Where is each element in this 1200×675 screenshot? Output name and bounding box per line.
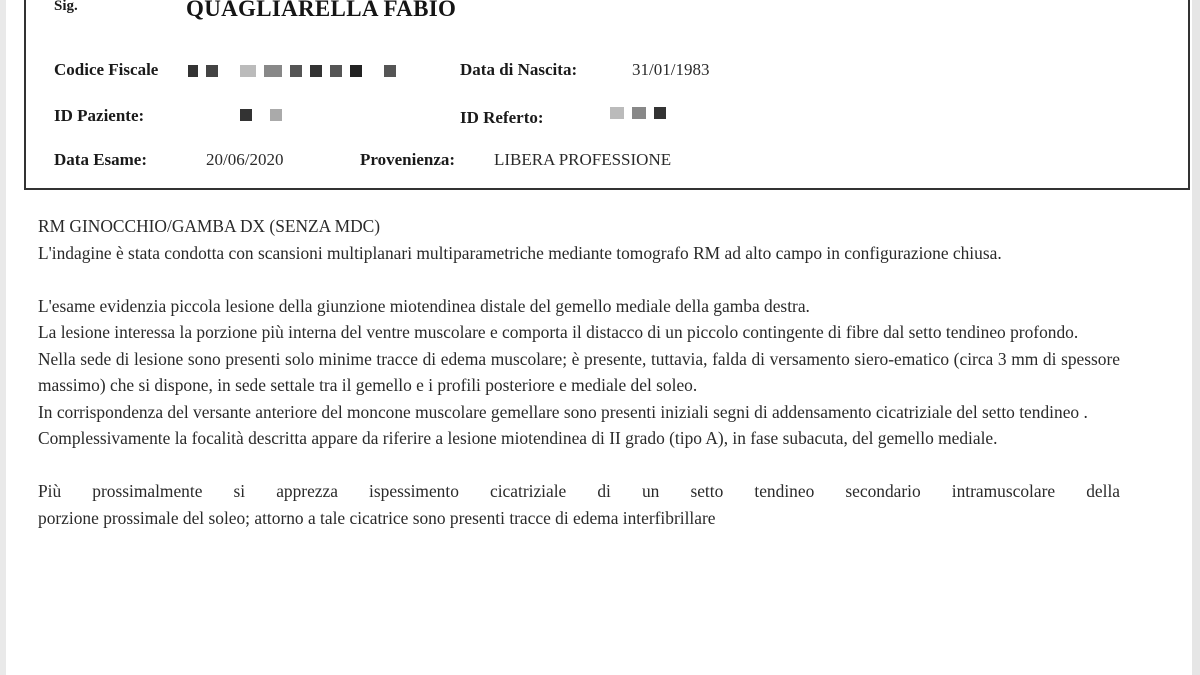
report-title: RM GINOCCHIO/GAMBA DX (SENZA MDC) bbox=[38, 216, 381, 236]
report-paragraph: La lesione interessa la porzione più interna del ventre muscolare e comporta il distacco di un piccolo contingente di fibre dal setto tendineo profondo. bbox=[38, 322, 1079, 342]
data-nascita-label: Data di Nascita: bbox=[460, 60, 578, 79]
report-paragraph: L'esame evidenzia piccola lesione della giunzione miotendinea distale del gemello mediale della gamba destra. bbox=[38, 295, 810, 316]
salutation: Sig. bbox=[54, 0, 78, 14]
report-paragraph: In corrispondenza del versante anteriore del moncone muscolare gemellare sono presenti iniziali segni di addensamento cicatriziale del setto tendineo . bbox=[38, 401, 1088, 422]
page-edge-left bbox=[0, 0, 6, 675]
report-final-line-1: Più prossimalmente si apprezza ispessimento cicatriziale di un setto tendineo secondario intramuscolare della bbox=[38, 481, 1120, 501]
page-edge-right bbox=[1192, 0, 1200, 675]
report-final-line-2: porzione prossimale del soleo; attorno a tale cicatrice sono presenti tracce di edema interfibrillare bbox=[38, 507, 716, 528]
codice-fiscale-label: Codice Fiscale bbox=[54, 60, 159, 79]
id-paziente-redacted bbox=[240, 109, 282, 121]
data-esame-value: 20/06/2020 bbox=[206, 150, 284, 169]
data-nascita-value: 31/01/1983 bbox=[632, 60, 710, 79]
patient-name: QUAGLIARELLA FABIO bbox=[186, 0, 457, 21]
patient-header-box bbox=[24, 0, 1190, 190]
report-intro: L'indagine è stata condotta con scansioni multiplanari multiparametriche mediante tomografo RM ad alto campo in configurazione chiusa. bbox=[38, 242, 1002, 263]
report-paragraph: Nella sede di lesione sono presenti solo minime tracce di edema muscolare; è presente, tuttavia, falda di versamento siero-ematico (circa 3 mm di spessore massimo) che si dispone, in sede settale tra il gemello e i profili posteriore e mediale del soleo. bbox=[38, 348, 1120, 395]
codice-fiscale-redacted bbox=[188, 65, 396, 77]
data-esame-label: Data Esame: bbox=[54, 150, 148, 169]
report-body bbox=[38, 213, 1120, 531]
id-referto-label: ID Referto: bbox=[460, 108, 544, 127]
id-referto-redacted bbox=[610, 107, 666, 119]
provenienza-value: LIBERA PROFESSIONE bbox=[494, 150, 672, 169]
provenienza-label: Provenienza: bbox=[360, 150, 456, 169]
report-paragraph: Complessivamente la focalità descritta appare da riferire a lesione miotendinea di II grado (tipo A), in fase subacuta, del gemello mediale. bbox=[38, 428, 998, 448]
id-paziente-label: ID Paziente: bbox=[54, 106, 145, 125]
